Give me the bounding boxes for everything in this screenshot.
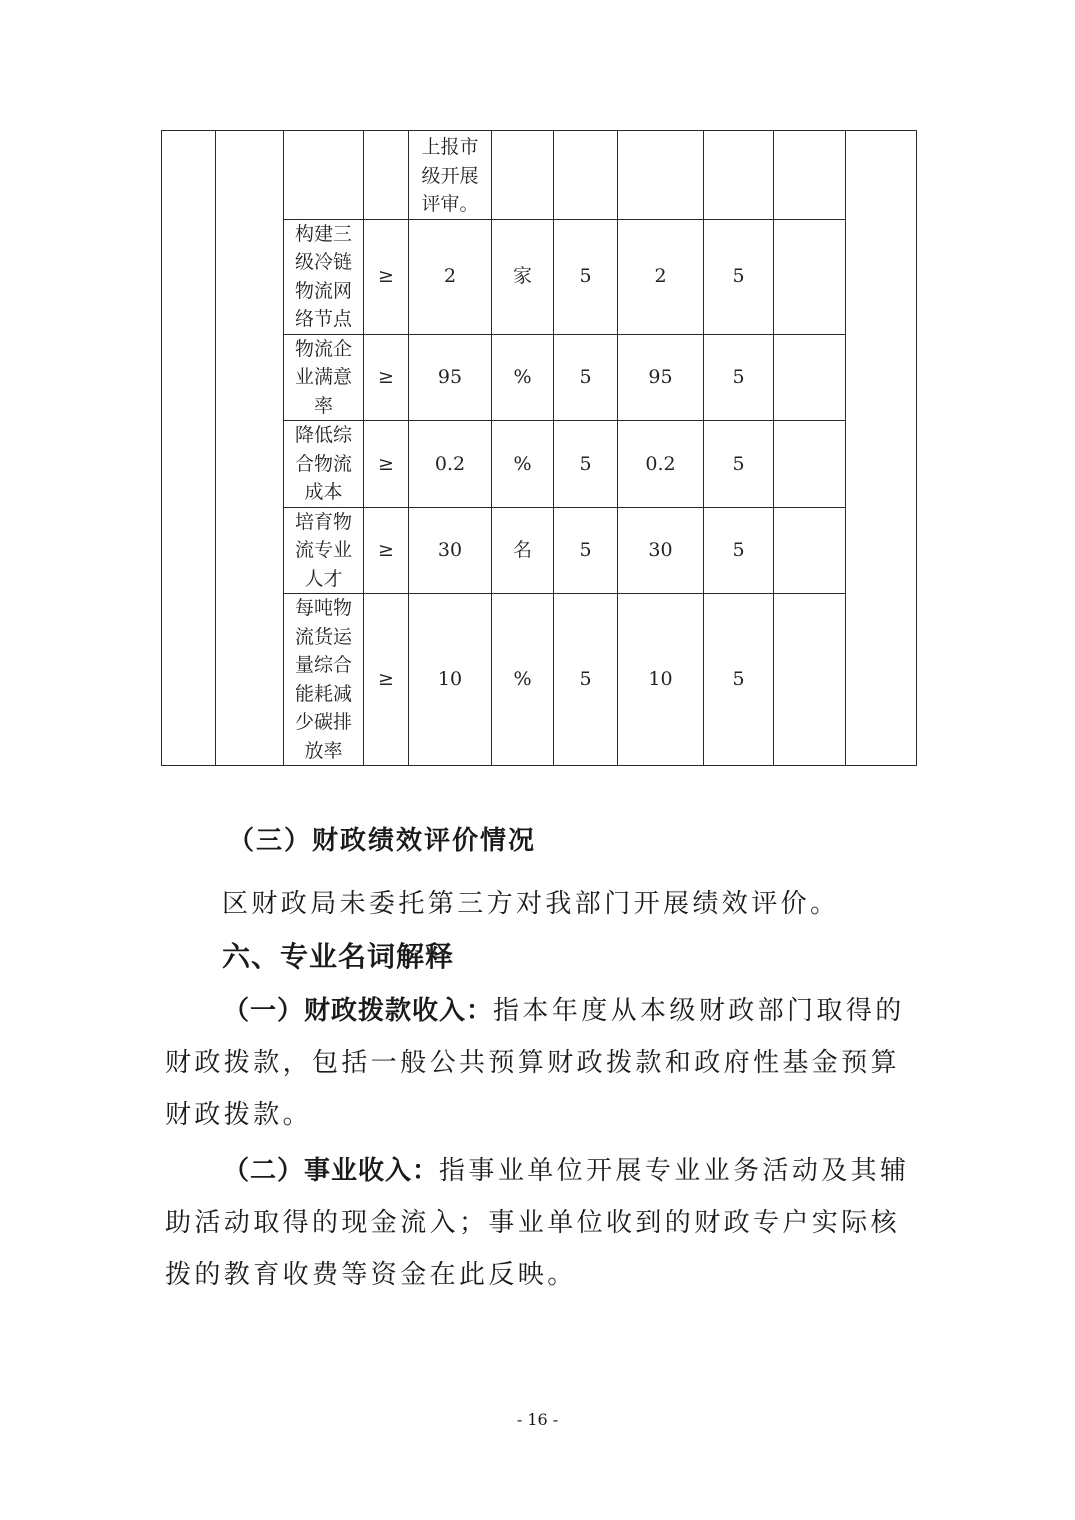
indicator-cell: 培育物流专业人才	[284, 507, 364, 594]
section-heading-performance-evaluation: （三）财政绩效评价情况	[228, 826, 537, 856]
performance-indicator-table	[161, 130, 917, 766]
term-definition: 指本年度从本级财政部门取得的财政拨款，包括一般公共预算财政拨款和政府性基金预算财政拨款。	[165, 996, 905, 1130]
score-cell: 5	[704, 219, 774, 334]
section-heading-terminology: 六、专业名词解释	[222, 940, 455, 973]
actual-cell: 95	[618, 334, 704, 421]
indicator-cell: 降低综合物流成本	[284, 421, 364, 508]
term-label: （一）财政拨款收入：	[223, 996, 494, 1026]
weight-cell: 5	[554, 507, 618, 594]
target-cell: 95	[409, 334, 492, 421]
weight-cell	[554, 131, 618, 220]
remark-cell	[774, 131, 846, 220]
paragraph-performance-evaluation: 区财政局未委托第三方对我部门开展绩效评价。	[222, 889, 840, 919]
weight-cell: 5	[554, 594, 618, 766]
indicator-cell: 每吨物流货运量综合能耗减少碳排放率	[284, 594, 364, 766]
operator-cell: ≥	[364, 507, 409, 594]
indicator-cell: 物流企业满意率	[284, 334, 364, 421]
target-cell: 10	[409, 594, 492, 766]
actual-cell: 2	[618, 219, 704, 334]
actual-cell: 30	[618, 507, 704, 594]
actual-cell: 10	[618, 594, 704, 766]
score-cell: 5	[704, 334, 774, 421]
remark-cell	[774, 334, 846, 421]
category-cell-level1	[162, 131, 216, 766]
score-cell: 5	[704, 594, 774, 766]
operator-cell: ≥	[364, 219, 409, 334]
operator-cell	[364, 131, 409, 220]
target-cell: 2	[409, 219, 492, 334]
indicator-cell	[284, 131, 364, 220]
weight-cell: 5	[554, 421, 618, 508]
score-cell	[704, 131, 774, 220]
term-definition-business-income	[165, 1145, 915, 1301]
term-definition-fiscal-appropriation	[165, 985, 915, 1141]
unit-cell: %	[492, 334, 554, 421]
remark-cell	[774, 219, 846, 334]
remark-cell	[774, 507, 846, 594]
unit-cell: 家	[492, 219, 554, 334]
category-cell-level2	[216, 131, 284, 766]
target-cell: 30	[409, 507, 492, 594]
indicator-cell: 构建三级冷链物流网络节点	[284, 219, 364, 334]
unit-cell: %	[492, 594, 554, 766]
operator-cell: ≥	[364, 594, 409, 766]
page-number: - 16 -	[516, 1410, 559, 1429]
target-cell: 上报市级开展评审。	[409, 131, 492, 220]
actual-cell	[618, 131, 704, 220]
weight-cell: 5	[554, 219, 618, 334]
target-cell: 0.2	[409, 421, 492, 508]
operator-cell: ≥	[364, 334, 409, 421]
remark-cell	[774, 421, 846, 508]
remark-cell	[774, 594, 846, 766]
notes-cell	[846, 131, 917, 766]
weight-cell: 5	[554, 334, 618, 421]
unit-cell	[492, 131, 554, 220]
operator-cell: ≥	[364, 421, 409, 508]
unit-cell: %	[492, 421, 554, 508]
score-cell: 5	[704, 507, 774, 594]
actual-cell: 0.2	[618, 421, 704, 508]
table-row	[162, 131, 917, 220]
term-definition: 指事业单位开展专业业务活动及其辅助活动取得的现金流入；事业单位收到的财政专户实际核拨的教育收费等资金在此反映。	[165, 1156, 910, 1290]
score-cell: 5	[704, 421, 774, 508]
unit-cell: 名	[492, 507, 554, 594]
term-label: （二）事业收入：	[223, 1156, 440, 1186]
